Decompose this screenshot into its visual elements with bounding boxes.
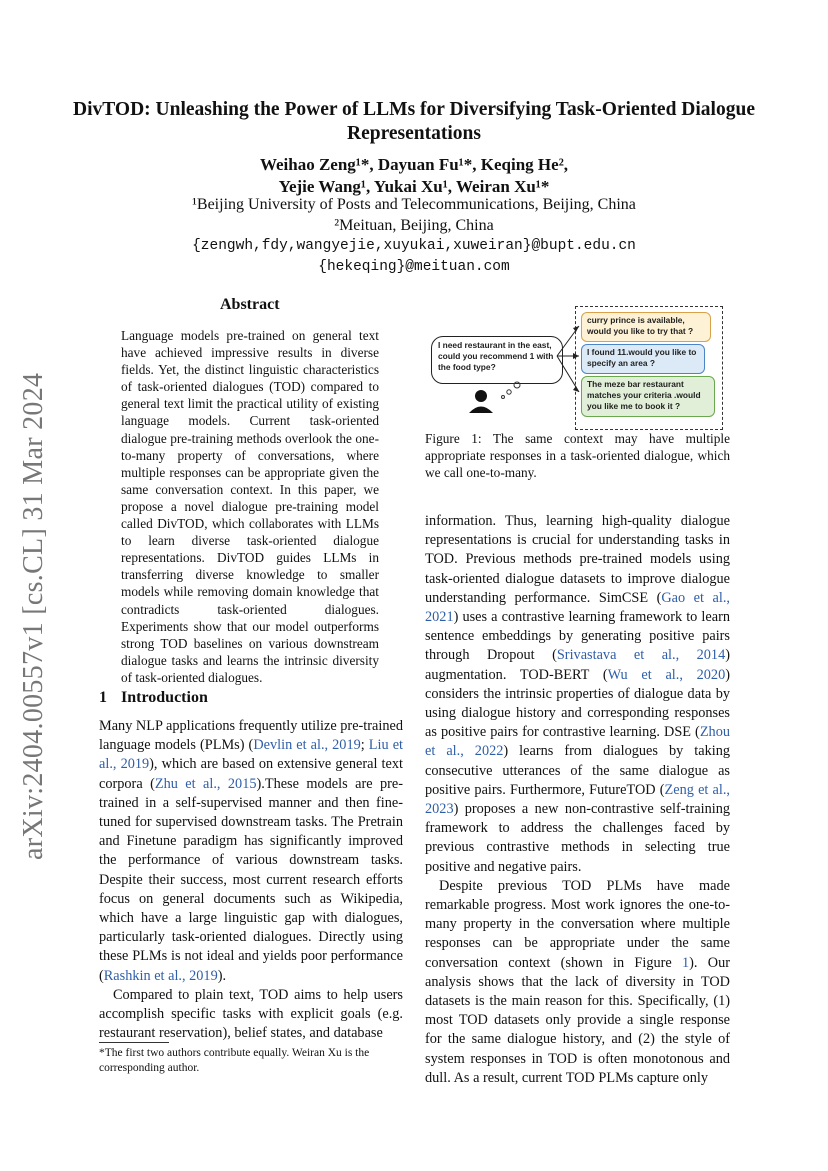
section-number: 1 — [99, 689, 107, 706]
intro-paragraph-1 — [99, 717, 403, 986]
footnote: *The first two authors contribute equally. Weiran Xu is the corresponding author. — [99, 1047, 370, 1074]
email-1: {zengwh,fdy,wangyejie,xuyukai,xuweiran}@bupt.edu.cn — [192, 238, 636, 254]
response-bubble-1: curry prince is available, would you like to try that ? — [581, 312, 711, 342]
text-run: ) proposes a new non-contrastive self-training framework to address the challenges faced by previous contrastive methods in selecting true positive and negative pairs. — [425, 801, 730, 875]
text-run: ), which are based on extensive general text corpora ( — [99, 756, 403, 792]
abstract-heading: Abstract — [220, 296, 280, 313]
user-speech-bubble: I need restaurant in the east, could you recommend 1 with the food type? — [431, 336, 563, 384]
arxiv-sidebar-id: arXiv:2404.00557v1 [cs.CL] 31 Mar 2024 — [18, 372, 49, 860]
right-paragraph-2 — [425, 877, 730, 1088]
authors-line-1: Weihao Zeng¹*, Dayuan Fu¹*, Keqing He², — [259, 155, 569, 174]
response-bubble-3: The meze bar restaurant matches your criteria .would you like me to book it ? — [581, 376, 715, 417]
text-run: ) learns from dialogues by taking consecutive utterances of the same dialogue as positive pairs. Furthermore, FutureTOD ( — [425, 743, 730, 798]
text-run: ; — [360, 737, 369, 754]
citation-link[interactable]: Srivastava et al., 2014 — [556, 647, 726, 664]
figure-1 — [425, 302, 730, 422]
text-run: Many NLP applications frequently utilize pre-trained language models (PLMs) ( — [99, 718, 403, 754]
citation-link[interactable]: Liu et al., 2019 — [99, 737, 404, 773]
citation-link[interactable]: Wu et al., 2020 — [607, 666, 726, 683]
text-run: Despite previous TOD PLMs have made remarkable progress. Most work ignores the one-to-many property in the conversation where multiple responses can be appropriate under the same conversation context (shown in Figure — [425, 877, 730, 971]
footnote-rule — [99, 1042, 169, 1043]
figure-1-caption: Figure 1: The same context may have multiple appropriate responses in a task-oriented dialogue, which we call one-to-many. — [425, 431, 730, 481]
figure-ref-link[interactable]: 1 — [682, 954, 690, 971]
response-bubble-2: I found 11.would you like to specify an area ? — [581, 344, 705, 374]
text-run: ). Our analysis shows that the lack of diversity in TOD datasets is the main reason for this. Specifically, (1) most TOD datasets only provide a single response for the same dialogue history, and (2) the style of system responses in TOD is often monotonous and dull. As a result, current TOD PLMs capture only — [425, 954, 730, 1086]
citation-link[interactable]: Rashkin et al., 2019 — [103, 967, 218, 984]
intro-paragraph-2: Compared to plain text, TOD aims to help users accomplish specific tasks with explicit goals (e.g. restaurant reservation), belief states, and database — [99, 986, 403, 1042]
citation-link[interactable]: Zhou et al., 2022 — [425, 724, 730, 760]
affiliation-2: ²Meituan, Beijing, China — [334, 217, 494, 234]
text-run: ) augmentation. TOD-BERT ( — [425, 647, 730, 683]
authors-line-2: Yejie Wang¹, Yukai Xu¹, Weiran Xu¹* — [278, 177, 550, 196]
citation-link[interactable]: Devlin et al., 2019 — [253, 737, 361, 754]
user-icon — [469, 390, 493, 413]
abstract-text: Language models pre-trained on general text have achieved impressive results in diverse fields. Yet, the distinct linguistic characteristics of task-oriented dialogues (TOD) compared to general text limit the practical utility of existing language models. Current task-oriented dialogue pre-training methods overlook the one-to-many property of conversations, where multiple responses can be appropriate given the same conversation context. In this paper, we propose a novel dialogue pre-training model called DivTOD, which collaborates with LLMs to learn diverse task-oriented dialogue representations. DivTOD guides LLMs in transferring diverse knowledge to smaller models while removing domain knowledge that contradicts task-oriented dialogues. Experiments show that our model outperforms strong TOD baselines on various downstream dialogue tasks and learns the intrinsic diversity of task-oriented dialogues. — [121, 328, 379, 685]
text-run: information. Thus, learning high-quality dialogue representations is crucial for understanding tasks in TOD. Previous methods pre-trained models using task-oriented dialogue datasets to improve dialogue understanding performance. SimCSE ( — [425, 513, 730, 606]
affiliations — [0, 194, 828, 278]
intro-right-column — [425, 512, 730, 1088]
paper-title: DivTOD: Unleashing the Power of LLMs for Diversifying Task-Oriented Dialogue Representations — [73, 99, 755, 144]
citation-link[interactable]: Zeng et al., 2023 — [425, 781, 731, 818]
affiliation-1: ¹Beijing University of Posts and Telecommunications, Beijing, China — [192, 196, 636, 213]
email-2: {hekeqing}@meituan.com — [318, 259, 510, 275]
text-run: ) considers the intrinsic properties of dialogue data by using dialogue history and corresponding responses as positive pairs for contrastive learning. DSE ( — [425, 666, 730, 741]
section-heading-introduction — [99, 689, 222, 707]
text-run: ).These models are pre-trained in a self-supervised manner and then fine-tuned for supervised downstream tasks. The Pretrain and Finetune paradigm has significantly improved the performance of various downstream tasks. Despite their success, most current research efforts focus on general documents such as Wikipedia, which have a large linguistic gap with dialogues, particularly task-oriented dialogues. Directly using these PLMs is not ideal and yields poor performance ( — [99, 775, 403, 984]
citation-link[interactable]: Zhu et al., 2015 — [154, 775, 257, 792]
right-paragraph-1 — [425, 512, 730, 877]
citation-link[interactable]: Gao et al., 2021 — [425, 589, 730, 626]
authors — [0, 154, 828, 198]
intro-left-column — [99, 717, 403, 1043]
text-run: ). — [217, 967, 227, 984]
section-title: Introduction — [121, 689, 208, 706]
text-run: ) uses a contrastive learning framework to learn sentence embeddings by generating positive pairs through Dropout ( — [425, 609, 730, 664]
